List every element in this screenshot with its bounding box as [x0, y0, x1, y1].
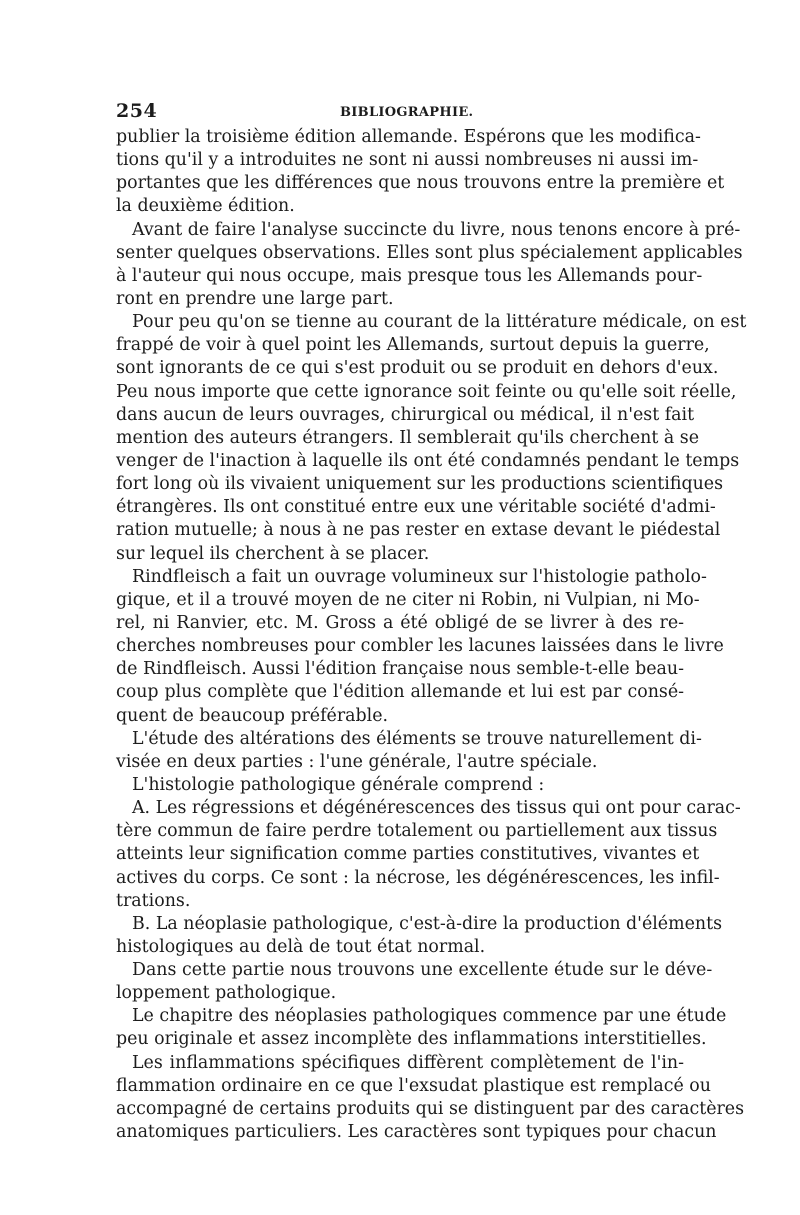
text-line: Rindfleisch a fait un ouvrage volumineux sur l'histologie patholo-: [132, 566, 707, 587]
text-line: coup plus complète que l'édition allemande et lui est par consé-: [116, 682, 684, 703]
text-line: venger de l'inaction à laquelle ils ont été condamnés pendant le temps: [116, 450, 740, 471]
text-line: histologiques au delà de tout état normal.: [116, 936, 486, 957]
text-line: la deuxième édition.: [116, 196, 295, 217]
text-line: rel, ni Ranvier, etc. M. Gross a été obligé de se livrer à des re-: [116, 612, 684, 633]
text-line: tère commun de faire perdre totalement ou partiellement aux tissus: [116, 821, 718, 842]
text-line: mention des auteurs étrangers. Il semblerait qu'ils cherchent à se: [116, 427, 700, 448]
text-line: cherches nombreuses pour combler les lacunes laissées dans le livre: [116, 636, 724, 657]
text-line: gique, et il a trouvé moyen de ne citer ni Robin, ni Vulpian, ni Mo-: [116, 589, 700, 610]
text-line: A. Les régressions et dégénérescences des tissus qui ont pour carac-: [132, 798, 741, 819]
text-line: flammation ordinaire en ce que l'exsudat plastique est remplacé ou: [116, 1075, 711, 1096]
text-line: Avant de faire l'analyse succincte du livre, nous tenons encore à pré-: [132, 219, 741, 240]
text-line: dans aucun de leurs ouvrages, chirurgical ou médical, il n'est fait: [116, 404, 695, 425]
page-number: 254: [116, 100, 158, 122]
running-title: BIBLIOGRAPHIE.: [340, 105, 474, 120]
text-line: ront en prendre une large part.: [116, 288, 394, 309]
text-line: actives du corps. Ce sont : la nécrose, les dégénérescences, les infil-: [116, 867, 720, 888]
text-line: ration mutuelle; à nous à ne pas rester en extase devant le piédestal: [116, 520, 721, 541]
text-line: B. La néoplasie pathologique, c'est-à-dire la production d'éléments: [132, 913, 722, 934]
text-line: sont ignorants de ce qui s'est produit ou se produit en dehors d'eux.: [116, 358, 719, 379]
text-line: Peu nous importe que cette ignorance soit feinte ou qu'elle soit réelle,: [116, 381, 737, 402]
text-line: frappé de voir à quel point les Allemands, surtout depuis la guerre,: [116, 335, 710, 356]
text-line: de Rindfleisch. Aussi l'édition française nous semble-t-elle beau-: [116, 659, 684, 680]
text-line: Dans cette partie nous trouvons une excellente étude sur le déve-: [132, 960, 713, 981]
text-line: Le chapitre des néoplasies pathologiques commence par une étude: [132, 1006, 727, 1027]
text-line: à l'auteur qui nous occupe, mais presque tous les Allemands pour-: [116, 265, 703, 286]
text-line: Les inflammations spécifiques diffèrent complètement de l'in-: [132, 1052, 684, 1073]
text-line: anatomiques particuliers. Les caractères sont typiques pour chacun: [116, 1122, 717, 1143]
running-header: [116, 96, 684, 126]
text-line: peu originale et assez incomplète des inflammations interstitielles.: [116, 1029, 707, 1050]
text-line: portantes que les différences que nous trouvons entre la première et: [116, 173, 725, 194]
text-line: visée en deux parties : l'une générale, l'autre spéciale.: [116, 751, 598, 772]
text-line: publier la troisième édition allemande. Espérons que les modifica-: [116, 127, 701, 147]
text-line: loppement pathologique.: [116, 983, 337, 1004]
body-text: [116, 126, 747, 1144]
text-line: tions qu'il y a introduites ne sont ni aussi nombreuses ni aussi im-: [116, 150, 699, 171]
book-page: [116, 96, 747, 1144]
text-line: trations.: [116, 890, 191, 911]
text-line: L'histologie pathologique générale comprend :: [132, 774, 545, 795]
text-line: L'étude des altérations des éléments se trouve naturellement di-: [132, 728, 702, 749]
text-line: étrangères. Ils ont constitué entre eux une véritable société d'admi-: [116, 497, 716, 518]
text-line: sur lequel ils cherchent à se placer.: [116, 543, 430, 564]
text-line: accompagné de certains produits qui se distinguent par des caractères: [116, 1098, 745, 1119]
text-line: fort long où ils vivaient uniquement sur les productions scientifiques: [116, 474, 723, 495]
text-line: quent de beaucoup préférable.: [116, 705, 389, 726]
text-line: senter quelques observations. Elles sont plus spécialement applicables: [116, 242, 743, 263]
text-line: Pour peu qu'on se tienne au courant de la littérature médicale, on est: [132, 312, 747, 333]
text-line: atteints leur signification comme parties constitutives, vivantes et: [116, 844, 700, 865]
